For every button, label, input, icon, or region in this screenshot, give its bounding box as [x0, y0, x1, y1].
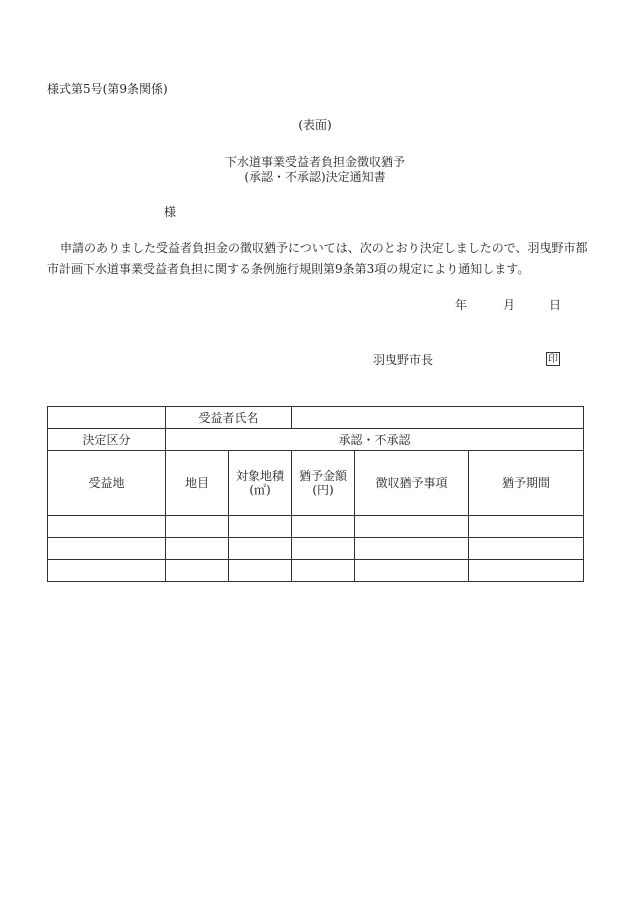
document-title-line2: (承認・不承認)決定通知書 [244, 170, 386, 184]
table-row [48, 429, 584, 451]
column-header-period: 猶予期間 [469, 451, 584, 516]
body-text-line2: 市計画下水道事業受益者負担に関する条例施行規則第9条第3項の規定により通知します。 [47, 262, 530, 276]
table-cell[interactable] [355, 538, 469, 560]
table-cell[interactable] [292, 538, 355, 560]
decision-table [47, 406, 584, 582]
form-number: 様式第5号(第9条関係) [47, 82, 168, 96]
seal-mark: 印 [548, 354, 558, 365]
table-cell[interactable] [355, 516, 469, 538]
decision-value: 承認・不承認 [166, 429, 584, 451]
column-header-amount-line1: 猶予金額 [299, 469, 348, 483]
beneficiary-name-label: 受益者氏名 [166, 407, 292, 429]
table-row [48, 560, 584, 582]
table-cell[interactable] [469, 516, 584, 538]
column-header-amount [292, 451, 355, 516]
table-row [48, 407, 584, 429]
date-day-label: 日 [549, 298, 562, 312]
table-row [48, 538, 584, 560]
table-cell-blank [48, 407, 166, 429]
column-header-category: 地目 [166, 451, 229, 516]
table-cell[interactable] [229, 538, 292, 560]
date-month-label: 月 [503, 298, 516, 312]
table-cell[interactable] [48, 560, 166, 582]
column-header-matters: 徴収猶予事項 [355, 451, 469, 516]
date-year-label: 年 [455, 298, 468, 312]
table-cell[interactable] [166, 560, 229, 582]
beneficiary-name-field[interactable] [292, 407, 584, 429]
table-cell[interactable] [166, 538, 229, 560]
column-header-amount-line2: (円) [312, 483, 334, 497]
issuer-title: 羽曳野市長 [373, 353, 434, 367]
table-cell[interactable] [292, 560, 355, 582]
table-cell[interactable] [48, 516, 166, 538]
table-cell[interactable] [355, 560, 469, 582]
table-cell[interactable] [229, 560, 292, 582]
document-title-line1: 下水道事業受益者負担金徴収猶予 [224, 155, 405, 169]
decision-label: 決定区分 [48, 429, 166, 451]
column-header-land: 受益地 [48, 451, 166, 516]
table-header-row [48, 451, 584, 516]
table-cell[interactable] [48, 538, 166, 560]
column-header-area-line2: (㎡) [249, 483, 271, 497]
table-cell[interactable] [166, 516, 229, 538]
side-label: (表面) [298, 118, 332, 132]
table-cell[interactable] [469, 538, 584, 560]
column-header-area [229, 451, 292, 516]
table-cell[interactable] [292, 516, 355, 538]
body-text-line1: 申請のありました受益者負担金の徴収猶予については、次のとおり決定しましたので、羽曳野市都 [60, 241, 588, 255]
column-header-area-line1: 対象地積 [236, 469, 285, 483]
table-cell[interactable] [229, 516, 292, 538]
addressee-suffix: 様 [164, 205, 177, 219]
table-row [48, 516, 584, 538]
table-cell[interactable] [469, 560, 584, 582]
